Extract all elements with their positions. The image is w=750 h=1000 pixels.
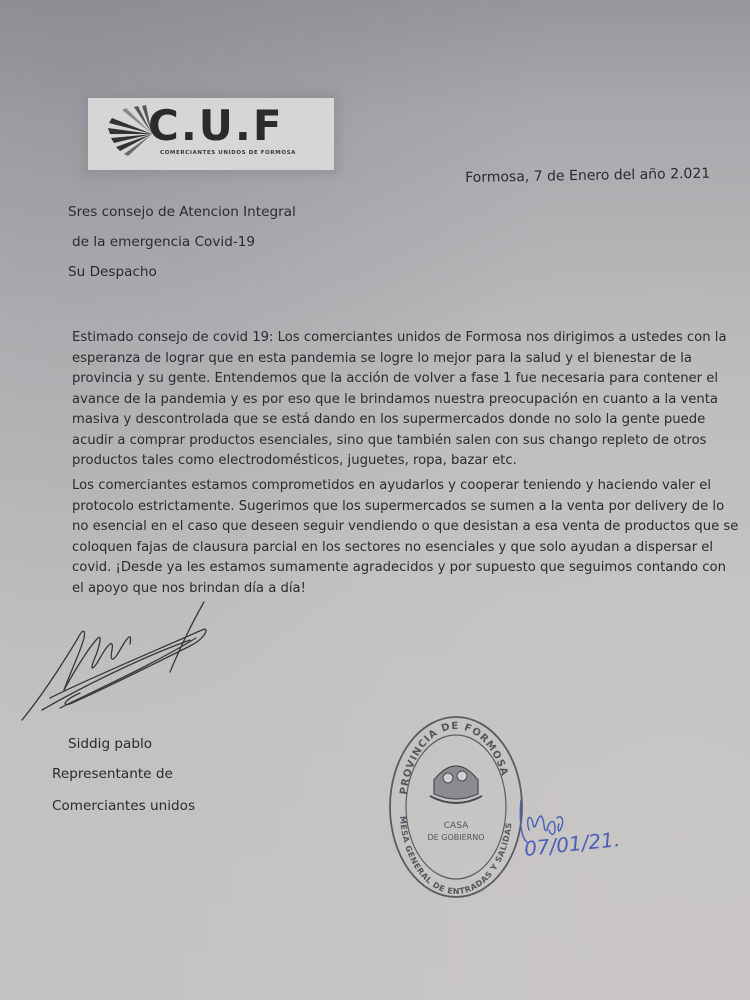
paragraph-line: protocolo estrictamente. Sugerimos que los supermercados se sumen a la venta por delivery de lo (72, 498, 725, 514)
svg-text:CASA: CASA (443, 821, 469, 831)
recipient-line-1: Sres consejo de Atencion Integral (68, 204, 296, 220)
recipient-line-2: de la emergencia Covid-19 (72, 234, 256, 250)
paragraph-line: esperanza de lograr que en esta pandemia se logre lo mejor para la salud y el bienestar de la (72, 350, 692, 366)
coat-of-arms-icon (430, 766, 482, 803)
recipient-line-3: Su Despacho (68, 264, 157, 280)
paragraph-line: coloquen fajas de clausura parcial en los sectores no esenciales y que solo ayudan a dispersar el (72, 539, 714, 555)
body-paragraph-2 (72, 476, 739, 599)
paragraph-line: productos tales como electrodomésticos, juguetes, ropa, bazar etc. (72, 453, 517, 468)
logo-subtitle: COMERCIANTES UNIDOS DE FORMOSA (160, 150, 297, 156)
paragraph-line: Estimado consejo de covid 19: Los comerciantes unidos de Formosa nos dirigimos a ustedes con la (72, 330, 727, 345)
body-paragraph-1 (72, 328, 727, 472)
paragraph-line: avance de la pandemia y es por eso que le brindamos nuestra preocupación en cuanto a la venta (72, 391, 719, 407)
paragraph-line: no esencial en el caso que deseen seguir vendiendo o que desistan a esa venta de productos que se (72, 519, 739, 534)
svg-text:MESA GENERAL DE ENTRADAS Y SAL: MESA GENERAL DE ENTRADAS Y SALIDAS (398, 815, 514, 897)
svg-text:DE GOBIERNO: DE GOBIERNO (427, 833, 485, 842)
paragraph-line: el apoyo que nos brindan día a día! (72, 580, 306, 596)
letterhead-logo (88, 98, 334, 170)
paragraph-line: provincia y su gente. Entendemos que la acción de volver a fase 1 fue necesaria para contener el (72, 371, 719, 386)
svg-text:07/01/21.: 07/01/21. (523, 827, 622, 861)
paragraph-line: acudir a comprar productos esenciales, sino que también salen con sus chango repleto de otros (72, 432, 707, 448)
official-stamp (386, 712, 526, 902)
logo-wordmark: C.U.F (148, 101, 284, 150)
paragraph-line: covid. ¡Desde ya les estamos sumamente agradecidos y por supuesto que seguimos contando con (72, 560, 726, 575)
handwritten-received-date (515, 790, 665, 870)
paragraph-line: masiva y descontrolada que se está dando en los supermercados donde no solo la gente puede (72, 412, 706, 427)
signatory-title-line-2: Comerciantes unidos (52, 798, 196, 814)
handwritten-signature (20, 598, 220, 728)
date-line: Formosa, 7 de Enero del año 2.021 (465, 165, 711, 186)
svg-text:PROVINCIA DE FORMOSA: PROVINCIA DE FORMOSA (398, 720, 510, 796)
signatory-name: Siddig pablo (68, 736, 153, 752)
paragraph-line: Los comerciantes estamos comprometidos en ayudarlos y cooperar teniendo y haciendo valer el (72, 478, 712, 493)
signatory-title-line-1: Representante de (52, 766, 173, 782)
